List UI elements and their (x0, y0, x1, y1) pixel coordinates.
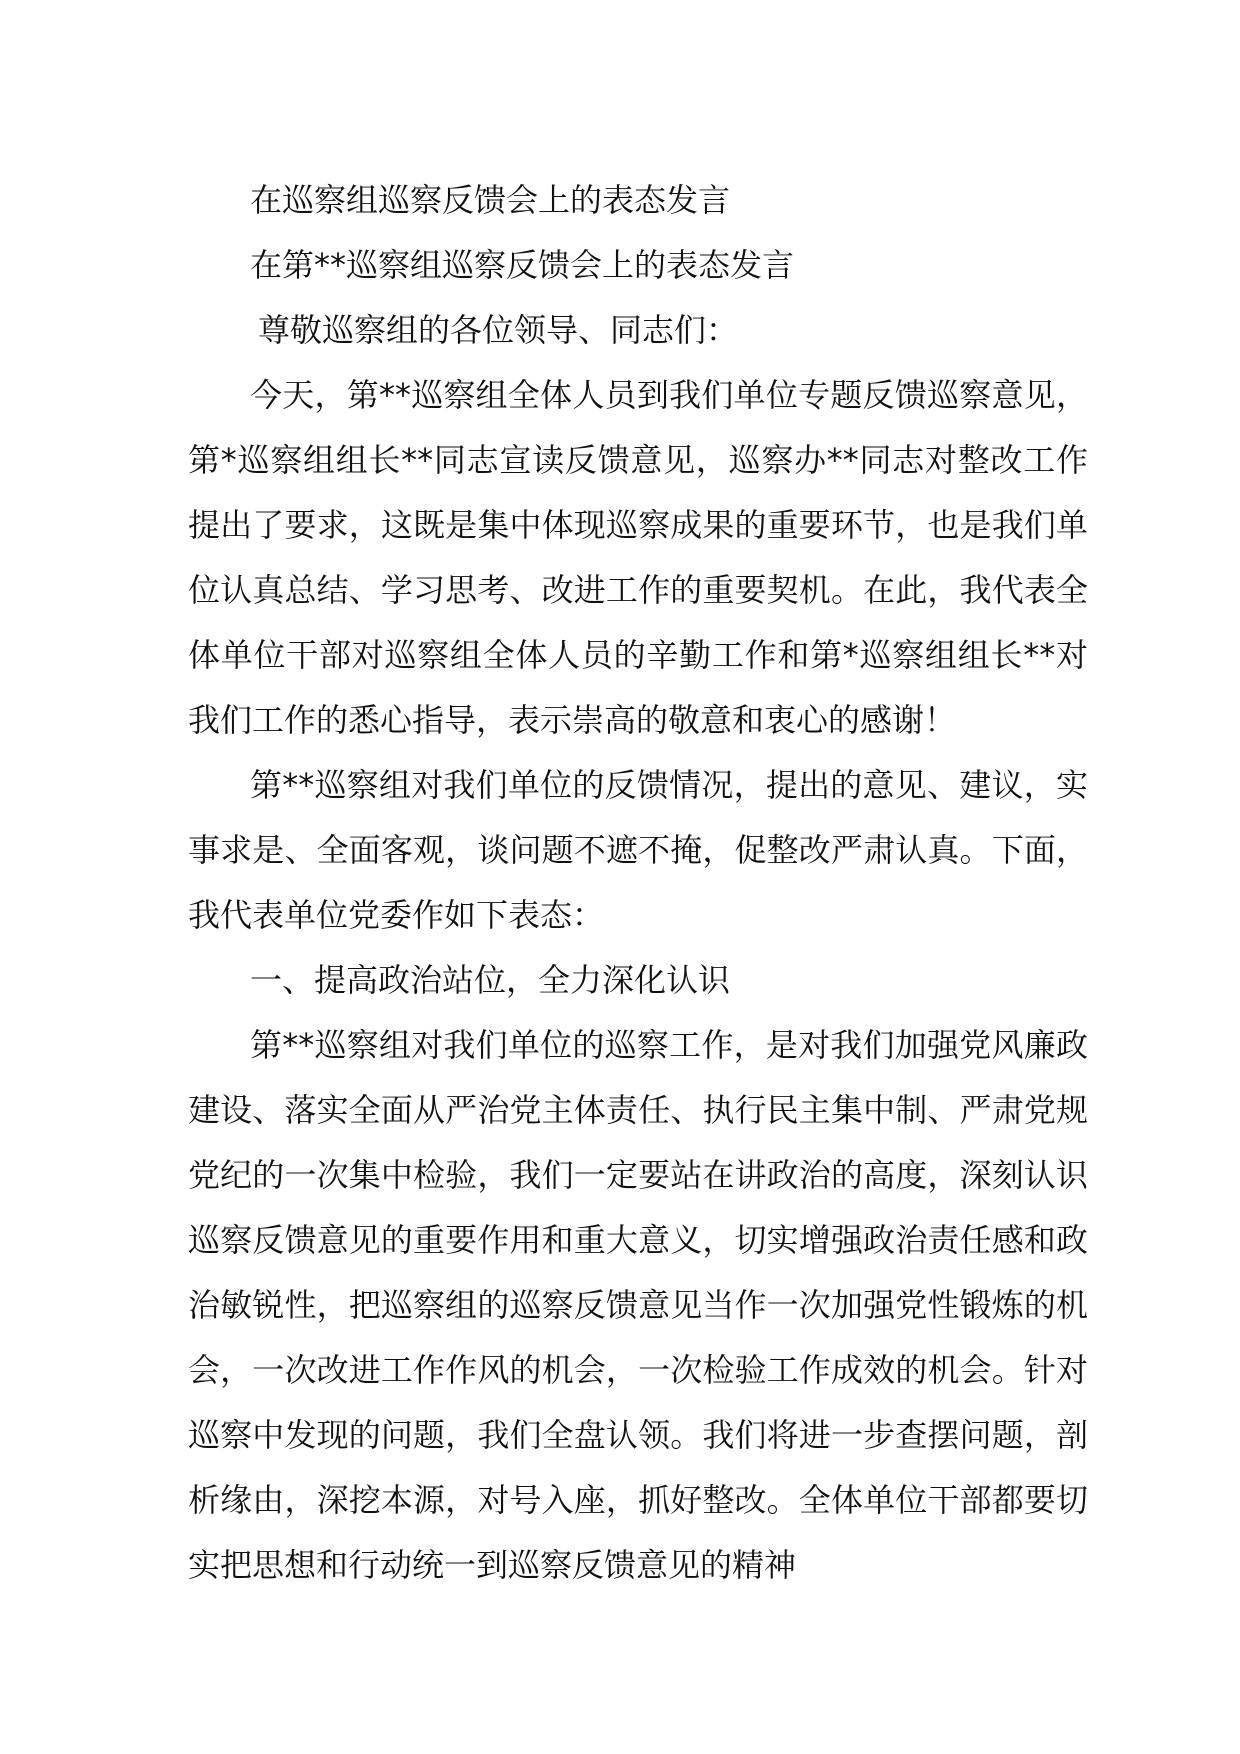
salutation: 尊敬巡察组的各位领导、同志们： (258, 311, 739, 349)
paragraph-section-1: 第**巡察组对我们单位的巡察工作，是对我们加强党风廉政建设、落实全面从严治党主体责任、执行民主集中制、严肃党规党纪的一次集中检验，我们一定要站在讲政治的高度，深刻认识巡察反馈意见的重要作用和重大意义，切实增强政治责任感和政治敏锐性，把巡察组的巡察反馈意见当作一次加强党性锻炼的机会，一次改进工作作风的机会，一次检验工作成效的机会。针对巡察中发现的问题，我们全盘认领。我们将进一步查摆问题，剖析缘由，深挖本源，对号入座，抓好整改。全体单位干部都要切实把思想和行动统一到巡察反馈意见的精神 (188, 1026, 1088, 1584)
section-heading-1: 一、提高政治站位，全力深化认识 (250, 961, 731, 999)
document-body (188, 168, 1088, 1598)
document-subtitle: 在第**巡察组巡察反馈会上的表态发言 (250, 246, 795, 284)
document-title: 在巡察组巡察反馈会上的表态发言 (250, 181, 731, 219)
paragraph-opening: 今天，第**巡察组全体人员到我们单位专题反馈巡察意见，第*巡察组组长**同志宣读反馈意见，巡察办**同志对整改工作提出了要求，这既是集中体现巡察成果的重要环节，也是我们单位认真总结、学习思考、改进工作的重要契机。在此，我代表全体单位干部对巡察组全体人员的辛勤工作和第*巡察组组长**对我们工作的悉心指导，表示崇高的敬意和衷心的感谢！ (188, 376, 1088, 739)
paragraph-feedback: 第**巡察组对我们单位的反馈情况，提出的意见、建议，实事求是、全面客观，谈问题不遮不掩，促整改严肃认真。下面，我代表单位党委作如下表态： (188, 766, 1088, 934)
